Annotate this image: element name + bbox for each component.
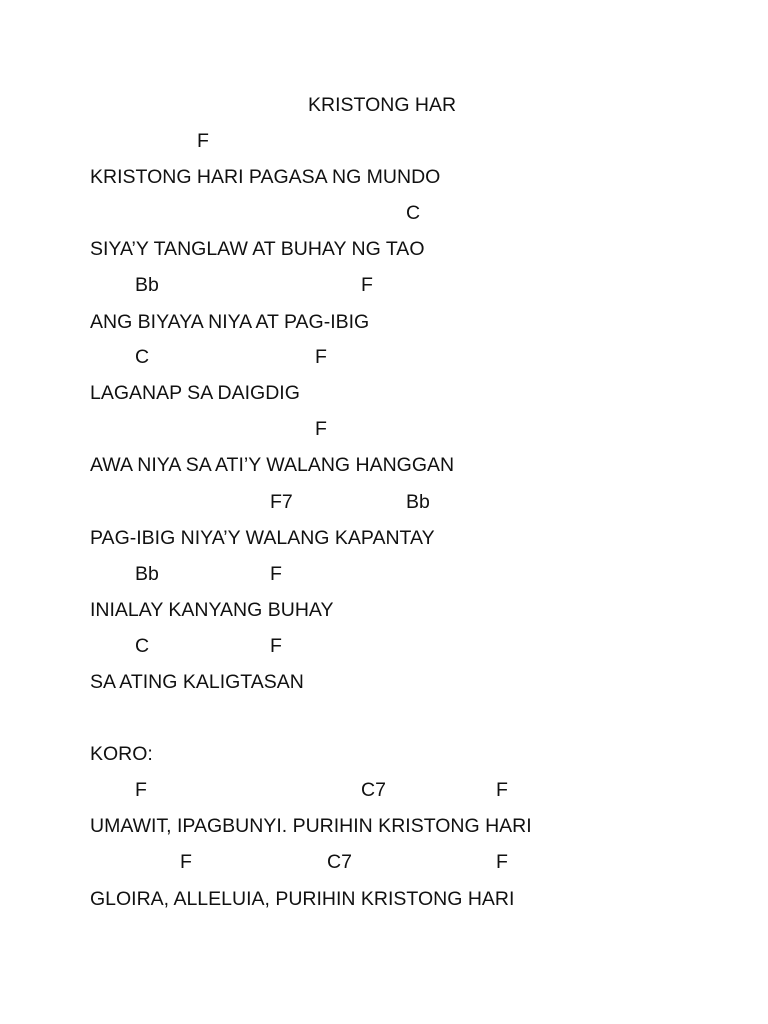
lyric-line bbox=[0, 237, 768, 261]
chord-line bbox=[0, 417, 768, 441]
chord-line bbox=[0, 129, 768, 153]
chord: Bb bbox=[135, 274, 159, 296]
lyric-text: LAGANAP SA DAIGDIG bbox=[90, 382, 300, 404]
chord: F bbox=[361, 274, 373, 296]
chord: Bb bbox=[406, 491, 430, 513]
chord: F bbox=[315, 418, 327, 440]
chord-line bbox=[0, 562, 768, 586]
chord-line bbox=[0, 778, 768, 802]
lyric-text: AWA NIYA SA ATI’Y WALANG HANGGAN bbox=[90, 454, 455, 476]
lyric-text: ANG BIYAYA NIYA AT PAG-IBIG bbox=[90, 311, 370, 333]
lyric-line bbox=[0, 453, 768, 477]
chord: F bbox=[197, 130, 209, 152]
chord: F7 bbox=[270, 491, 293, 513]
lyric-line bbox=[0, 165, 768, 189]
chord: F bbox=[315, 346, 327, 368]
chorus-label: KORO: bbox=[90, 743, 153, 765]
lyric-text: SA ATING KALIGTASAN bbox=[90, 671, 304, 693]
lyric-line bbox=[0, 598, 768, 622]
chorus-label-line bbox=[0, 742, 768, 766]
chord: F bbox=[270, 635, 282, 657]
chord: F bbox=[180, 851, 192, 873]
chord-line bbox=[0, 201, 768, 225]
lyric-text: INIALAY KANYANG BUHAY bbox=[90, 599, 334, 621]
lyric-line bbox=[0, 381, 768, 405]
song-title: KRISTONG HAR bbox=[308, 94, 457, 116]
lyric-line bbox=[0, 526, 768, 550]
chord-line bbox=[0, 634, 768, 658]
lyric-line bbox=[0, 887, 768, 911]
lyric-line bbox=[0, 670, 768, 694]
lyric-text: GLOIRA, ALLELUIA, PURIHIN KRISTONG HARI bbox=[90, 888, 515, 910]
lyric-text: UMAWIT, IPAGBUNYI. PURIHIN KRISTONG HARI bbox=[90, 815, 532, 837]
lyric-text: PAG-IBIG NIYA’Y WALANG KAPANTAY bbox=[90, 527, 435, 549]
lyric-line bbox=[0, 310, 768, 334]
chord-line bbox=[0, 273, 768, 297]
chord: C bbox=[135, 635, 150, 657]
lyric-text: KRISTONG HARI PAGASA NG MUNDO bbox=[90, 166, 441, 188]
chord: F bbox=[135, 779, 147, 801]
chord: C7 bbox=[327, 851, 352, 873]
chord: F bbox=[270, 563, 282, 585]
chord-line bbox=[0, 345, 768, 369]
chord-line bbox=[0, 490, 768, 514]
chord-line bbox=[0, 850, 768, 874]
chord: C bbox=[406, 202, 421, 224]
chord: C bbox=[135, 346, 150, 368]
lyric-line bbox=[0, 814, 768, 838]
chord: F bbox=[496, 851, 508, 873]
chord: F bbox=[496, 779, 508, 801]
chord: C7 bbox=[361, 779, 386, 801]
lyric-text: SIYA’Y TANGLAW AT BUHAY NG TAO bbox=[90, 238, 425, 260]
chord: Bb bbox=[135, 563, 159, 585]
